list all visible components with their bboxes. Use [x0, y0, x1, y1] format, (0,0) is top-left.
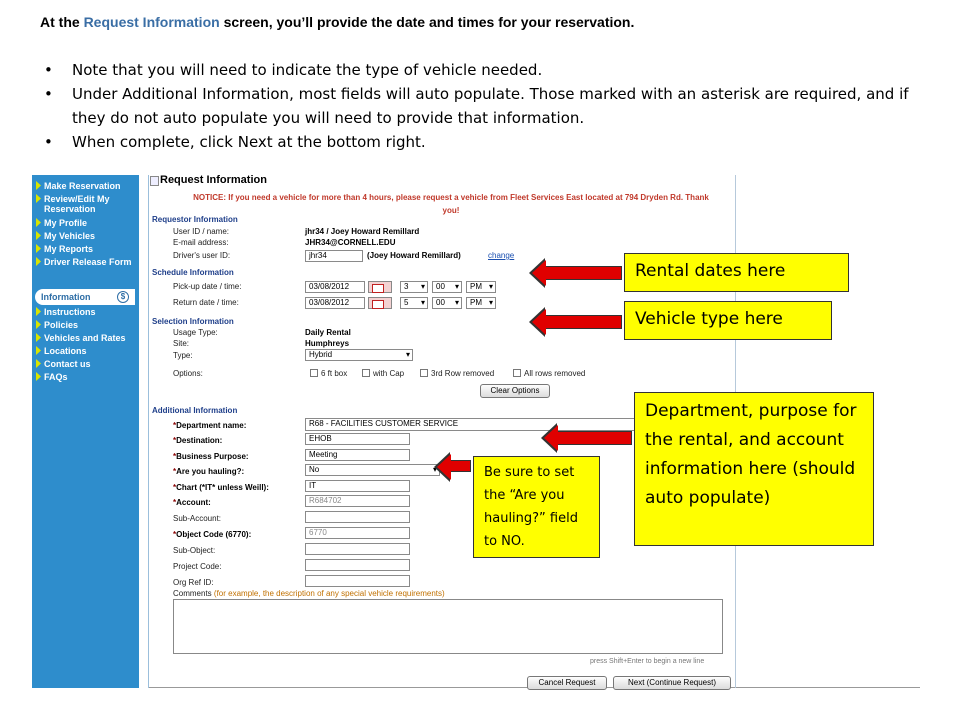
option-cap-checkbox[interactable]	[362, 369, 370, 377]
purpose-label: *Business Purpose:	[173, 452, 249, 461]
subaccount-label: Sub-Account:	[173, 514, 222, 523]
arrow-icon	[36, 194, 41, 203]
arrow-icon	[36, 320, 41, 329]
arrow-icon	[449, 460, 471, 472]
return-date-input[interactable]: 03/08/2012	[305, 297, 365, 309]
project-code-label: Project Code:	[173, 562, 222, 571]
pickup-ampm-select[interactable]: PM ▾	[466, 281, 496, 293]
calendar-icon[interactable]	[368, 281, 392, 293]
sidebar-item-policies[interactable]: Policies	[36, 320, 140, 330]
callout-department: Department, purpose for the rental, and account information here (should auto populate)	[634, 392, 874, 546]
hauling-select[interactable]: No ▾	[305, 464, 440, 476]
userid-value: jhr34 / Joey Howard Remillard	[305, 227, 420, 236]
userid-label: User ID / name:	[173, 227, 230, 236]
driver-id-input[interactable]: jhr34	[305, 250, 363, 262]
instruction-list	[44, 58, 914, 154]
usage-label: Usage Type:	[173, 328, 218, 337]
instruction-item: • When complete, click Next at the bottom right.	[44, 130, 914, 154]
orgref-label: Org Ref ID:	[173, 578, 214, 587]
account-input[interactable]: R684702	[305, 495, 410, 507]
sidebar-item-vehicles-rates[interactable]: Vehicles and Rates	[36, 333, 140, 343]
pickup-date-input[interactable]: 03/08/2012	[305, 281, 365, 293]
arrow-icon	[36, 218, 41, 227]
instruction-item: • Note that you will need to indicate the type of vehicle needed.	[44, 58, 914, 82]
account-label: *Account:	[173, 498, 211, 507]
arrow-icon	[544, 315, 622, 329]
notice-text: NOTICE: If you need a vehicle for more than 4 hours, please request a vehicle from Fleet Services East located at 794 Dryden Rd. Thank you!	[193, 193, 709, 215]
hauling-label: *Are you hauling?:	[173, 467, 245, 476]
next-continue-button[interactable]: Next (Continue Request)	[613, 676, 731, 690]
return-label: Return date / time:	[173, 298, 239, 307]
callout-hauling: Be sure to set the “Are you hauling?” field to NO.	[473, 456, 600, 558]
arrow-icon	[36, 244, 41, 253]
chart-label: *Chart (*IT* unless Weill):	[173, 483, 269, 492]
option-label: 6 ft box	[321, 369, 348, 378]
usage-value: Daily Rental	[305, 328, 351, 337]
sidebar-tab-information[interactable]: Information $	[35, 289, 135, 305]
arrow-icon	[36, 372, 41, 381]
cancel-request-button[interactable]: Cancel Request	[527, 676, 607, 690]
email-label: E-mail address:	[173, 238, 229, 247]
arrow-icon	[36, 333, 41, 342]
arrow-icon	[36, 231, 41, 240]
sidebar-item-instructions[interactable]: Instructions	[36, 307, 140, 317]
sidebar	[32, 175, 139, 688]
subaccount-input[interactable]	[305, 511, 410, 523]
section-selection: Selection Information	[152, 317, 234, 326]
form-title: Request Information	[160, 174, 267, 186]
email-value: JHR34@CORNELL.EDU	[305, 238, 396, 247]
option-3rd-row-checkbox[interactable]	[420, 369, 428, 377]
return-hour-select[interactable]: 5 ▾	[400, 297, 428, 309]
pickup-hour-select[interactable]: 3 ▾	[400, 281, 428, 293]
subobject-input[interactable]	[305, 543, 410, 555]
return-ampm-select[interactable]: PM ▾	[466, 297, 496, 309]
arrow-icon	[36, 359, 41, 368]
dollar-icon: $	[117, 291, 129, 303]
options-label: Options:	[173, 369, 203, 378]
department-input[interactable]: R68 - FACILITIES CUSTOMER SERVICE	[305, 418, 635, 431]
instruction-item: • Under Additional Information, most fields will auto populate. Those marked with an asterisk are required, and if they do not auto populate you will need to provide that information.	[44, 82, 914, 130]
sidebar-item-contact[interactable]: Contact us	[36, 359, 140, 369]
arrow-icon	[36, 181, 41, 190]
sidebar-item-review-edit[interactable]: Review/Edit My Reservation	[36, 194, 140, 214]
slide-heading: At the Request Information screen, you’ll provide the date and times for your reservation.	[40, 14, 635, 30]
project-code-input[interactable]	[305, 559, 410, 571]
purpose-input[interactable]: Meeting	[305, 449, 410, 461]
option-6ft-box-checkbox[interactable]	[310, 369, 318, 377]
return-minute-select[interactable]: 00 ▾	[432, 297, 462, 309]
arrow-icon	[36, 346, 41, 355]
option-label: All rows removed	[524, 369, 586, 378]
site-value: Humphreys	[305, 339, 350, 348]
object-code-label: *Object Code (6770):	[173, 530, 252, 539]
driver-name: (Joey Howard Remillard)	[367, 251, 461, 260]
sidebar-item-faqs[interactable]: FAQs	[36, 372, 140, 382]
destination-label: *Destination:	[173, 436, 223, 445]
destination-input[interactable]: EHOB	[305, 433, 410, 445]
option-label: with Cap	[373, 369, 405, 378]
arrow-icon	[556, 431, 632, 445]
option-all-rows-checkbox[interactable]	[513, 369, 521, 377]
option-label: 3rd Row removed	[431, 369, 495, 378]
screen-name: Request Information	[83, 14, 220, 30]
pickup-label: Pick-up date / time:	[173, 282, 242, 291]
newline-hint: press Shift+Enter to begin a new line	[590, 658, 705, 665]
vehicle-type-select[interactable]: Hybrid ▾	[305, 349, 413, 361]
chart-input[interactable]: IT	[305, 480, 410, 492]
arrow-icon	[36, 257, 41, 266]
subobject-label: Sub-Object:	[173, 546, 216, 555]
orgref-input[interactable]	[305, 575, 410, 587]
pickup-minute-select[interactable]: 00 ▾	[432, 281, 462, 293]
site-label: Site:	[173, 339, 190, 348]
sidebar-item-locations[interactable]: Locations	[36, 346, 140, 356]
comments-textarea[interactable]	[173, 599, 723, 654]
sidebar-item-my-reports[interactable]: My Reports	[36, 244, 140, 254]
arrow-icon	[544, 266, 622, 280]
sidebar-item-driver-release[interactable]: Driver Release Form	[36, 257, 140, 267]
sidebar-item-my-profile[interactable]: My Profile	[36, 218, 140, 228]
sidebar-item-make-reservation[interactable]: Make Reservation	[36, 181, 140, 191]
sidebar-item-my-vehicles[interactable]: My Vehicles	[36, 231, 140, 241]
sidebar-divider	[139, 175, 149, 688]
type-label: Type:	[173, 351, 193, 360]
department-label: *Department name:	[173, 421, 247, 430]
object-code-input[interactable]: 6770	[305, 527, 410, 539]
arrow-icon	[36, 307, 41, 316]
comments-label: Comments (for example, the description of any special vehicle requirements)	[173, 589, 445, 598]
callout-rental-dates: Rental dates here	[624, 253, 849, 292]
driver-label: Driver's user ID:	[173, 251, 231, 260]
clear-options-button[interactable]: Clear Options	[480, 384, 550, 398]
section-additional: Additional Information	[152, 406, 238, 415]
calendar-icon[interactable]	[368, 297, 392, 309]
change-driver-link[interactable]: change	[488, 251, 515, 260]
callout-vehicle-type: Vehicle type here	[624, 301, 832, 340]
form-icon	[150, 176, 159, 186]
section-schedule: Schedule Information	[152, 268, 234, 277]
section-requestor: Requestor Information	[152, 215, 238, 224]
